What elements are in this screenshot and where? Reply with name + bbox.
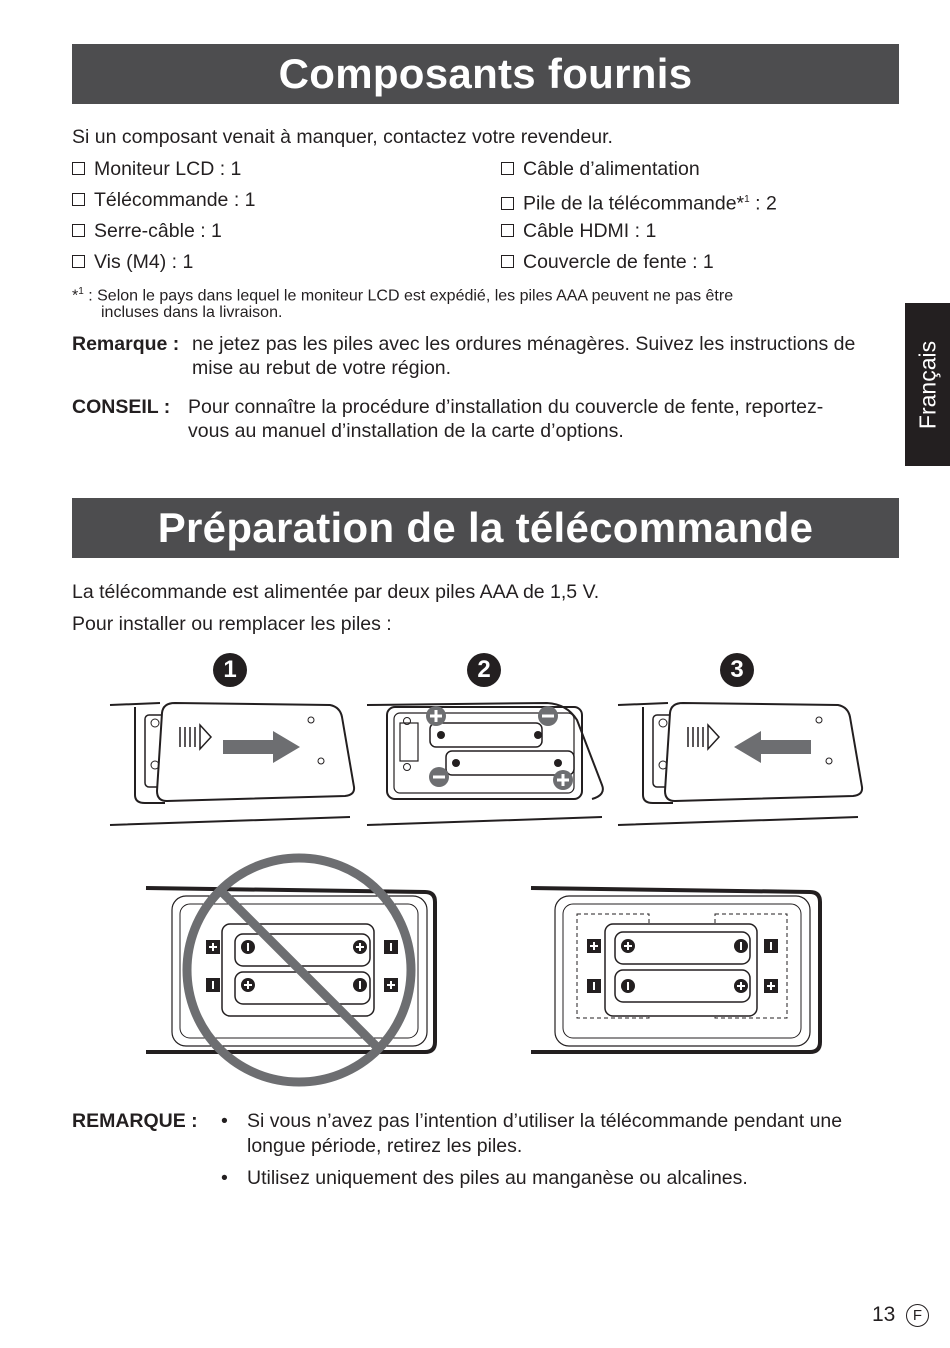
- section-banner-composants: [72, 44, 899, 104]
- component-item: Télécommande : 1: [72, 188, 256, 212]
- component-item: Couvercle de fente : 1: [501, 250, 714, 274]
- checkbox-icon: [72, 224, 85, 237]
- component-item: Serre-câble : 1: [72, 219, 222, 243]
- note-bullet-1: Si vous n’avez pas l’intention d’utiliser la télécommande pendant une: [247, 1110, 843, 1132]
- language-tab: [905, 303, 950, 466]
- bullet-icon: •: [221, 1167, 228, 1189]
- section-banner-telecommande: [72, 498, 899, 558]
- install-instruction: Pour installer ou remplacer les piles :: [72, 613, 392, 635]
- language-tab-label: Français: [914, 340, 940, 429]
- conseil-label: CONSEIL :: [72, 396, 171, 418]
- page-number: 13: [872, 1303, 896, 1326]
- conseil-text: Pour connaître la procédure d’installation du couvercle de fente, reportez-: [188, 396, 824, 418]
- step3-replace-cover-illustration: [613, 695, 868, 830]
- step-number: 3: [720, 653, 754, 687]
- section-title: Composants fournis: [278, 50, 693, 97]
- section-title: Préparation de la télécommande: [157, 504, 814, 551]
- step-number: 1: [213, 653, 247, 687]
- intro-text: Si un composant venait à manquer, contactez votre revendeur.: [72, 126, 613, 148]
- checkbox-icon: [501, 255, 514, 268]
- conseil-text-continued: vous au manuel d’installation de la carte d’options.: [188, 420, 624, 442]
- checkbox-icon: [501, 197, 514, 210]
- battery-info: La télécommande est alimentée par deux piles AAA de 1,5 V.: [72, 581, 600, 603]
- component-item: Pile de la télécommande*$^1$ : 2: [501, 188, 777, 216]
- step1-remove-cover-illustration: [105, 695, 360, 830]
- component-item: Câble HDMI : 1: [501, 219, 656, 243]
- checkbox-icon: [501, 224, 514, 237]
- checkbox-icon: [501, 162, 514, 175]
- step-number: 2: [467, 653, 501, 687]
- correct-battery-orientation-illustration: [525, 880, 830, 1060]
- note-bullet-1-continued: longue période, retirez les piles.: [247, 1135, 523, 1157]
- bullet-icon: •: [221, 1110, 228, 1132]
- checkbox-icon: [72, 255, 85, 268]
- checkbox-icon: [72, 193, 85, 206]
- step2-insert-batteries-illustration: [362, 695, 612, 830]
- component-item: Vis (M4) : 1: [72, 250, 193, 274]
- checkbox-icon: [72, 162, 85, 175]
- language-mark: F: [906, 1304, 929, 1327]
- note-bullet-2: Utilisez uniquement des piles au manganèse ou alcalines.: [247, 1167, 748, 1189]
- footnote: *$^1$ : Selon le pays dans lequel le moniteur LCD est expédié, les piles AAA peuvent ne pas être: [72, 286, 734, 305]
- incorrect-battery-orientation-illustration: [140, 850, 445, 1090]
- remarque-text-continued: mise au rebut de votre région.: [192, 357, 452, 379]
- remarque-label: Remarque :: [72, 333, 180, 355]
- note-label: REMARQUE :: [72, 1110, 198, 1132]
- remarque-text: ne jetez pas les piles avec les ordures ménagères. Suivez les instructions de: [192, 333, 856, 355]
- component-item: Câble d’alimentation: [501, 157, 700, 181]
- footnote-continued: incluses dans la livraison.: [101, 304, 283, 321]
- component-item: Moniteur LCD : 1: [72, 157, 241, 181]
